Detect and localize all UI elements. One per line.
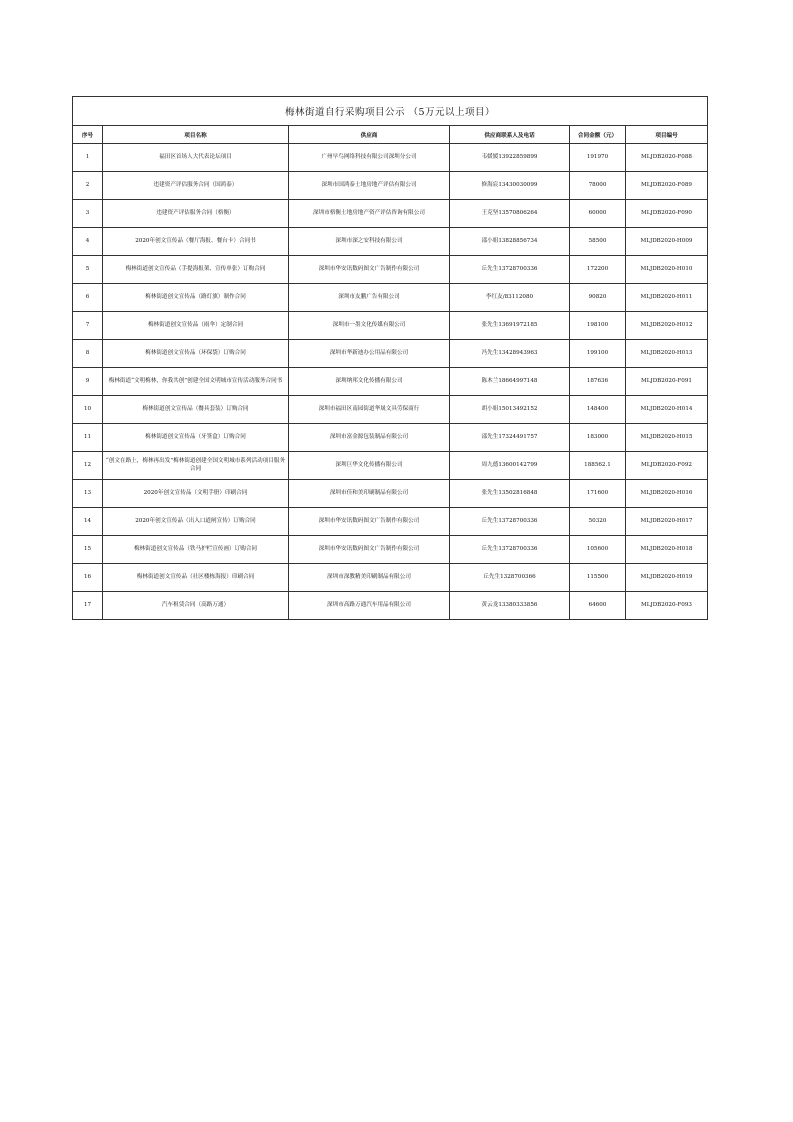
cell-supplier: 深圳市佳和美印刷制品有限公司 bbox=[289, 480, 450, 508]
cell-amount: 198100 bbox=[570, 312, 626, 340]
cell-amount: 90820 bbox=[570, 284, 626, 312]
cell-no: 11 bbox=[73, 424, 103, 452]
cell-project-name: 2020年创文宣传品（餐厅海报、餐台卡）合同书 bbox=[103, 228, 289, 256]
cell-supplier: 深圳市富金源包装制品有限公司 bbox=[289, 424, 450, 452]
cell-contact: 邵先生17324491757 bbox=[450, 424, 570, 452]
cell-project-name: 梅林街道创文宣传品（雨伞）定制合同 bbox=[103, 312, 289, 340]
cell-project-code: MLJDB2020-H019 bbox=[626, 564, 708, 592]
cell-project-code: MLJDB2020-F091 bbox=[626, 368, 708, 396]
cell-contact: 张先生13502816848 bbox=[450, 480, 570, 508]
cell-project-name: 汽车租赁合同（高路万通） bbox=[103, 592, 289, 620]
table-row bbox=[73, 340, 708, 368]
cell-amount: 199100 bbox=[570, 340, 626, 368]
cell-project-code: MLJDB2020-H015 bbox=[626, 424, 708, 452]
header-name: 项目名称 bbox=[103, 126, 289, 144]
cell-contact: 邵小姐13828856734 bbox=[450, 228, 570, 256]
table-row bbox=[73, 172, 708, 200]
cell-contact: 丘先生1328700366 bbox=[450, 564, 570, 592]
cell-no: 12 bbox=[73, 452, 103, 480]
cell-no: 2 bbox=[73, 172, 103, 200]
table-row bbox=[73, 536, 708, 564]
table-row bbox=[73, 200, 708, 228]
cell-project-name: 梅林街道创文宣传品（铁马护栏宣传画）订购合同 bbox=[103, 536, 289, 564]
cell-no: 6 bbox=[73, 284, 103, 312]
cell-project-name: 2020年创文宣传品（出入口道闸宣传）订购合同 bbox=[103, 508, 289, 536]
cell-supplier: 广州早鸟网络科技有限公司深圳分公司 bbox=[289, 144, 450, 172]
cell-amount: 115500 bbox=[570, 564, 626, 592]
cell-project-code: MLJDB2020-H011 bbox=[626, 284, 708, 312]
header-code: 项目编号 bbox=[626, 126, 708, 144]
cell-no: 1 bbox=[73, 144, 103, 172]
cell-contact: 冯先生13428943963 bbox=[450, 340, 570, 368]
table-row bbox=[73, 368, 708, 396]
table-row bbox=[73, 592, 708, 620]
cell-amount: 60000 bbox=[570, 200, 626, 228]
cell-supplier: 深圳市格衡土地房地产资产评估咨询有限公司 bbox=[289, 200, 450, 228]
cell-amount: 171600 bbox=[570, 480, 626, 508]
cell-no: 17 bbox=[73, 592, 103, 620]
table-row bbox=[73, 396, 708, 424]
cell-project-code: MLJDB2020-H012 bbox=[626, 312, 708, 340]
table-row bbox=[73, 284, 708, 312]
cell-supplier: 深圳市华安讯数码图文广告制作有限公司 bbox=[289, 256, 450, 284]
table-row bbox=[73, 452, 708, 480]
cell-amount: 58500 bbox=[570, 228, 626, 256]
cell-supplier: 深圳市深之安科技有限公司 bbox=[289, 228, 450, 256]
cell-contact: 黄云龙13380333856 bbox=[450, 592, 570, 620]
header-amount: 合同金额（元） bbox=[570, 126, 626, 144]
cell-supplier: 深圳市友鹏广告有限公司 bbox=[289, 284, 450, 312]
cell-contact: 陈木兰18664997148 bbox=[450, 368, 570, 396]
table-title: 梅林街道自行采购项目公示 （5万元以上项目） bbox=[73, 97, 708, 126]
table-row bbox=[73, 256, 708, 284]
cell-contact: 丘先生13728700336 bbox=[450, 508, 570, 536]
cell-amount: 50320 bbox=[570, 508, 626, 536]
cell-no: 4 bbox=[73, 228, 103, 256]
cell-no: 8 bbox=[73, 340, 103, 368]
cell-project-code: MLJDB2020-H013 bbox=[626, 340, 708, 368]
cell-contact: 胡小姐15013492152 bbox=[450, 396, 570, 424]
procurement-table bbox=[72, 96, 708, 620]
cell-no: 13 bbox=[73, 480, 103, 508]
procurement-sheet bbox=[72, 96, 707, 620]
cell-project-name: “创文在路上，梅林再出发”梅林街道创建全国文明城市系列活动项目服务合同 bbox=[103, 452, 289, 480]
header-row bbox=[73, 126, 708, 144]
cell-no: 10 bbox=[73, 396, 103, 424]
cell-amount: 183000 bbox=[570, 424, 626, 452]
cell-contact: 李红友/83112080 bbox=[450, 284, 570, 312]
cell-project-code: MLJDB2020-H017 bbox=[626, 508, 708, 536]
cell-no: 14 bbox=[73, 508, 103, 536]
cell-amount: 191970 bbox=[570, 144, 626, 172]
cell-contact: 丘先生13728700336 bbox=[450, 256, 570, 284]
cell-supplier: 深圳市国鸿泰土地房地产评估有限公司 bbox=[289, 172, 450, 200]
header-supplier: 供应商 bbox=[289, 126, 450, 144]
cell-supplier: 深圳巨华文化传播有限公司 bbox=[289, 452, 450, 480]
cell-project-name: 梅林街道“文明梅林，你我共创”创建全国文明城市宣传活动服务合同书 bbox=[103, 368, 289, 396]
cell-no: 7 bbox=[73, 312, 103, 340]
cell-amount: 148400 bbox=[570, 396, 626, 424]
header-no: 序号 bbox=[73, 126, 103, 144]
table-row bbox=[73, 480, 708, 508]
cell-contact: 韦媛媛13922859899 bbox=[450, 144, 570, 172]
cell-project-code: MLJDB2020-F092 bbox=[626, 452, 708, 480]
cell-project-name: 梅林街道创文宣传品（社区楼栋海报）印刷合同 bbox=[103, 564, 289, 592]
cell-contact: 丘先生13728700336 bbox=[450, 536, 570, 564]
cell-no: 9 bbox=[73, 368, 103, 396]
cell-contact: 张先生13691972185 bbox=[450, 312, 570, 340]
cell-supplier: 深圳纳邦文化传播有限公司 bbox=[289, 368, 450, 396]
title-row bbox=[73, 97, 708, 126]
cell-no: 15 bbox=[73, 536, 103, 564]
cell-project-name: 违建资产评估服务合同（国鸿泰） bbox=[103, 172, 289, 200]
cell-project-name: 梅林街道创文宣传品（牙签盒）订购合同 bbox=[103, 424, 289, 452]
cell-contact: 王克坚13570806264 bbox=[450, 200, 570, 228]
cell-project-code: MLJDB2020-F089 bbox=[626, 172, 708, 200]
cell-amount: 172200 bbox=[570, 256, 626, 284]
cell-supplier: 深圳市深教精美印刷制品有限公司 bbox=[289, 564, 450, 592]
cell-supplier: 深圳市华安讯数码图文广告制作有限公司 bbox=[289, 536, 450, 564]
table-row bbox=[73, 564, 708, 592]
cell-amount: 105600 bbox=[570, 536, 626, 564]
cell-project-name: 梅林街道创文宣传品（路灯旗）制作合同 bbox=[103, 284, 289, 312]
table-row bbox=[73, 424, 708, 452]
cell-project-name: 梅林街道创文宣传品（手提海报架、宣传单张）订购合同 bbox=[103, 256, 289, 284]
cell-project-code: MLJDB2020-H014 bbox=[626, 396, 708, 424]
table-row bbox=[73, 228, 708, 256]
cell-project-name: 梅林街道创文宣传品（餐具套装）订购合同 bbox=[103, 396, 289, 424]
cell-project-code: MLJDB2020-H009 bbox=[626, 228, 708, 256]
cell-supplier: 深圳市福田区南园街道华晟文具劳保商行 bbox=[289, 396, 450, 424]
table-row bbox=[73, 312, 708, 340]
cell-supplier: 深圳市华新迪办公用品有限公司 bbox=[289, 340, 450, 368]
cell-no: 3 bbox=[73, 200, 103, 228]
cell-project-code: MLJDB2020-H018 bbox=[626, 536, 708, 564]
table-row bbox=[73, 144, 708, 172]
cell-project-name: 违建资产评估服务合同（格衡） bbox=[103, 200, 289, 228]
cell-amount: 187636 bbox=[570, 368, 626, 396]
cell-project-code: MLJDB2020-H010 bbox=[626, 256, 708, 284]
cell-project-name: 福田区首场人大代表论坛项目 bbox=[103, 144, 289, 172]
cell-project-name: 2020年创文宣传品（文明手册）印刷合同 bbox=[103, 480, 289, 508]
cell-project-code: MLJDB2020-H016 bbox=[626, 480, 708, 508]
header-contact: 供应商联系人及电话 bbox=[450, 126, 570, 144]
cell-amount: 64600 bbox=[570, 592, 626, 620]
cell-no: 5 bbox=[73, 256, 103, 284]
cell-supplier: 深圳市华安讯数码图文广告制作有限公司 bbox=[289, 508, 450, 536]
cell-project-code: MLJDB2020-F088 bbox=[626, 144, 708, 172]
cell-contact: 修海宸13430030099 bbox=[450, 172, 570, 200]
cell-amount: 78000 bbox=[570, 172, 626, 200]
cell-supplier: 深圳市高路万通汽车用品有限公司 bbox=[289, 592, 450, 620]
cell-contact: 周九德13600142799 bbox=[450, 452, 570, 480]
cell-supplier: 深圳市一墨文化传媒有限公司 bbox=[289, 312, 450, 340]
table-row bbox=[73, 508, 708, 536]
cell-no: 16 bbox=[73, 564, 103, 592]
cell-project-code: MLJDB2020-F090 bbox=[626, 200, 708, 228]
cell-amount: 188562.1 bbox=[570, 452, 626, 480]
cell-project-code: MLJDB2020-F093 bbox=[626, 592, 708, 620]
cell-project-name: 梅林街道创文宣传品（环保袋）订购合同 bbox=[103, 340, 289, 368]
